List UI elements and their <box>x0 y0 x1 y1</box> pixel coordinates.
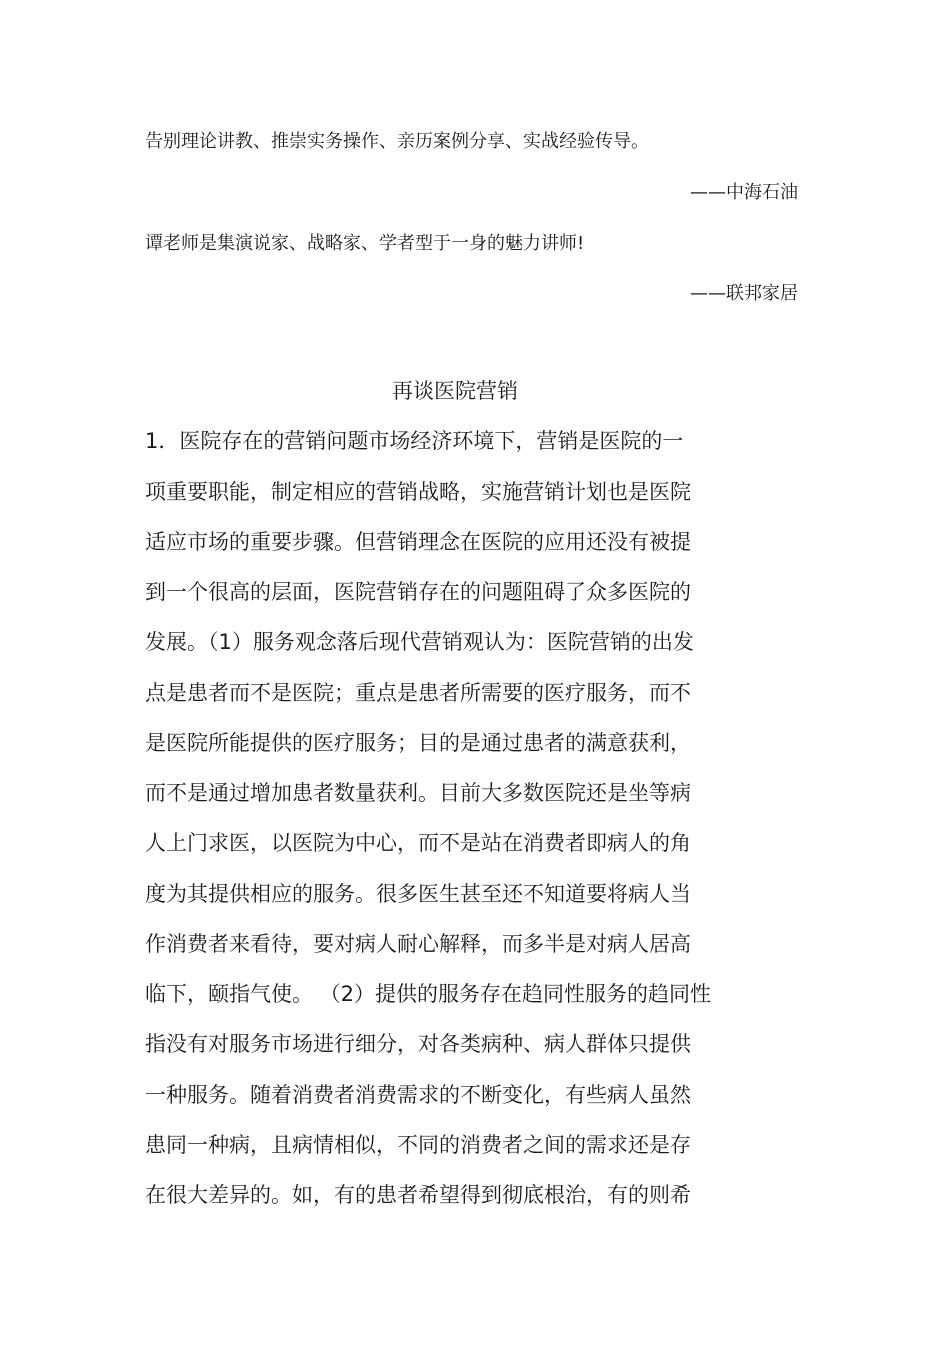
testimonial-quote-2: 谭老师是集演说家、战略家、学者型于一身的魅力讲师! <box>145 233 585 254</box>
body-line: 人上门求医，以医院为中心，而不是站在消费者即病人的角 <box>145 831 691 855</box>
testimonial-source-1: ——中海石油 <box>690 182 798 203</box>
body-line: 作消费者来看待，要对病人耐心解释，而多半是对病人居高 <box>145 932 691 956</box>
body-line: 在很大差异的。如，有的患者希望得到彻底根治，有的则希 <box>145 1183 691 1207</box>
body-line: 临下，颐指气使。 （2）提供的服务存在趋同性服务的趋同性 <box>145 982 712 1006</box>
article-title: 再谈医院营销 <box>392 379 518 403</box>
body-line: 适应市场的重要步骤。但营销理念在医院的应用还没有被提 <box>145 530 691 554</box>
body-line: 是医院所能提供的医疗服务；目的是通过患者的满意获利， <box>145 731 691 755</box>
testimonial-source-2: ——联邦家居 <box>690 283 798 304</box>
body-line: 患同一种病，且病情相似，不同的消费者之间的需求还是存 <box>145 1133 691 1157</box>
body-line: 而不是通过增加患者数量获利。目前大多数医院还是坐等病 <box>145 781 691 805</box>
body-line: 1．医院存在的营销问题市场经济环境下，营销是医院的一 <box>145 429 684 453</box>
body-line: 一种服务。随着消费者消费需求的不断变化，有些病人虽然 <box>145 1083 691 1107</box>
body-line: 指没有对服务市场进行细分，对各类病种、病人群体只提供 <box>145 1032 691 1056</box>
body-line: 到一个很高的层面，医院营销存在的问题阻碍了众多医院的 <box>145 580 691 604</box>
body-line: 项重要职能，制定相应的营销战略，实施营销计划也是医院 <box>145 480 691 504</box>
body-line: 度为其提供相应的服务。很多医生甚至还不知道要将病人当 <box>145 882 691 906</box>
testimonial-quote-1: 告别理论讲教、推崇实务操作、亲历案例分享、实战经验传导。 <box>145 131 649 152</box>
body-line: 点是患者而不是医院；重点是患者所需要的医疗服务，而不 <box>145 681 691 705</box>
body-line: 发展。（1）服务观念落后现代营销观认为：医院营销的出发 <box>145 630 694 654</box>
